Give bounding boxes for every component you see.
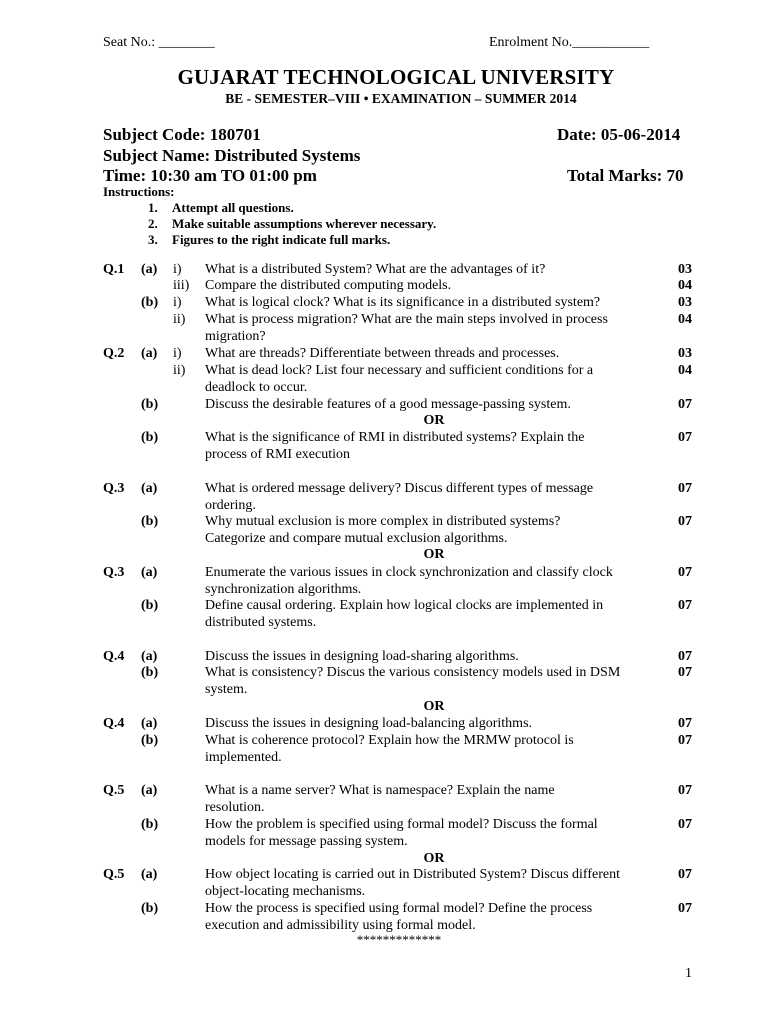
question-text: resolution. <box>205 799 265 815</box>
question-number: Q.4 <box>103 716 125 731</box>
subject-code: Subject Code: 180701 <box>103 125 261 144</box>
question-marks: 07 <box>678 817 692 832</box>
question-text: Enumerate the various issues in clock synchronization and classify clock <box>205 565 613 580</box>
question-text: What are threads? Differentiate between threads and processes. <box>205 346 560 361</box>
question-part: (a) <box>141 649 158 664</box>
question-part: (b) <box>141 397 159 412</box>
question-text: What is the significance of RMI in distributed systems? Explain the <box>205 430 585 445</box>
instruction-number: 1. <box>148 200 158 215</box>
question-text: Define causal ordering. Explain how logical clocks are implemented in <box>205 598 604 613</box>
question-text: models for message passing system. <box>205 833 408 849</box>
instruction-text: Attempt all questions. <box>172 200 294 215</box>
exam-time: Time: 10:30 am TO 01:00 pm <box>103 166 317 185</box>
question-text: migration? <box>205 328 266 344</box>
question-marks: 07 <box>678 649 692 664</box>
question-text: synchronization algorithms. <box>205 581 362 597</box>
question-text: process of RMI execution <box>205 446 351 462</box>
question-text: What is a distributed System? What are the advantages of it? <box>205 262 546 277</box>
question-subpart: i) <box>173 262 182 277</box>
question-number: Q.1 <box>103 262 125 277</box>
university-title: GUJARAT TECHNOLOGICAL UNIVERSITY <box>177 65 615 89</box>
question-subpart: iii) <box>173 278 190 293</box>
subject-name: Subject Name: Distributed Systems <box>103 146 361 165</box>
question-marks: 04 <box>678 312 692 327</box>
total-marks: Total Marks: 70 <box>567 166 684 185</box>
exam-title: BE - SEMESTER–VIII • EXAMINATION – SUMMER 2014 <box>225 91 577 106</box>
question-part: (b) <box>141 817 159 832</box>
question-number: Q.3 <box>103 565 125 580</box>
instruction-text: Make suitable assumptions wherever necessary. <box>172 216 437 231</box>
question-number: Q.3 <box>103 481 125 496</box>
instructions-heading: Instructions: <box>103 184 175 199</box>
question-text: How the problem is specified using formal model? Discuss the formal <box>205 817 598 832</box>
or-separator: OR <box>423 413 445 428</box>
question-part: (a) <box>141 716 158 731</box>
question-text: What is consistency? Discus the various consistency models used in DSM <box>205 665 621 680</box>
question-marks: 03 <box>678 346 692 361</box>
question-text: What is logical clock? What is its significance in a distributed system? <box>205 295 601 310</box>
question-text: What is a name server? What is namespace? Explain the name <box>205 783 555 798</box>
question-part: (b) <box>141 430 159 445</box>
question-marks: 07 <box>678 733 692 748</box>
question-text: How the process is specified using formal model? Define the process <box>205 901 593 916</box>
question-text: implemented. <box>205 749 282 765</box>
question-subpart: ii) <box>173 363 186 378</box>
question-text: Why mutual exclusion is more complex in distributed systems? <box>205 514 561 529</box>
question-text: Discuss the issues in designing load-balancing algorithms. <box>205 716 533 731</box>
or-separator: OR <box>423 851 445 866</box>
question-part: (a) <box>141 867 158 882</box>
page-number: 1 <box>685 966 692 981</box>
question-part: (a) <box>141 565 158 580</box>
question-text: execution and admissibility using formal model. <box>205 917 476 933</box>
question-marks: 07 <box>678 716 692 731</box>
question-text: distributed systems. <box>205 614 317 630</box>
question-text: object-locating mechanisms. <box>205 883 366 899</box>
question-part: (b) <box>141 901 159 916</box>
question-part: (a) <box>141 481 158 496</box>
or-separator: OR <box>423 699 445 714</box>
question-text: Categorize and compare mutual exclusion algorithms. <box>205 530 508 546</box>
question-text: How object locating is carried out in Distributed System? Discus different <box>205 867 620 882</box>
question-text: Compare the distributed computing models. <box>205 278 452 293</box>
question-marks: 03 <box>678 295 692 310</box>
question-part: (a) <box>141 346 158 361</box>
question-marks: 07 <box>678 514 692 529</box>
question-marks: 07 <box>678 665 692 680</box>
seat-no: Seat No.: ________ <box>103 35 215 50</box>
question-marks: 03 <box>678 262 692 277</box>
question-part: (b) <box>141 733 159 748</box>
instruction-number: 2. <box>148 216 158 231</box>
question-marks: 07 <box>678 565 692 580</box>
question-subpart: ii) <box>173 312 186 327</box>
question-text: Discuss the desirable features of a good message-passing system. <box>205 397 571 412</box>
question-text: ordering. <box>205 497 256 513</box>
question-marks: 07 <box>678 430 692 445</box>
question-marks: 07 <box>678 481 692 496</box>
question-number: Q.5 <box>103 867 125 882</box>
question-number: Q.4 <box>103 649 125 664</box>
question-text: What is dead lock? List four necessary and sufficient conditions for a <box>205 363 594 378</box>
instruction-number: 3. <box>148 232 158 247</box>
or-separator: OR <box>423 547 445 562</box>
question-number: Q.5 <box>103 783 125 798</box>
question-marks: 07 <box>678 867 692 882</box>
question-text: deadlock to occur. <box>205 379 308 395</box>
question-part: (b) <box>141 665 159 680</box>
question-subpart: i) <box>173 295 182 310</box>
enrolment-no: Enrolment No.___________ <box>489 35 650 50</box>
question-marks: 04 <box>678 363 692 378</box>
question-text: What is process migration? What are the main steps involved in process <box>205 312 608 327</box>
question-part: (b) <box>141 598 159 613</box>
question-text: What is ordered message delivery? Discus different types of message <box>205 481 594 496</box>
question-marks: 07 <box>678 783 692 798</box>
question-part: (b) <box>141 514 159 529</box>
exam-date: Date: 05-06-2014 <box>557 125 681 144</box>
question-text: Discuss the issues in designing load-sharing algorithms. <box>205 649 519 664</box>
question-marks: 04 <box>678 278 692 293</box>
question-text: system. <box>205 681 248 697</box>
question-part: (a) <box>141 783 158 798</box>
question-part: (b) <box>141 295 159 310</box>
instruction-text: Figures to the right indicate full marks. <box>172 232 391 247</box>
question-marks: 07 <box>678 901 692 916</box>
question-number: Q.2 <box>103 346 125 361</box>
question-text: What is coherence protocol? Explain how the MRMW protocol is <box>205 733 574 748</box>
question-part: (a) <box>141 262 158 277</box>
question-marks: 07 <box>678 598 692 613</box>
question-subpart: i) <box>173 346 182 361</box>
end-marker: ************* <box>356 932 442 947</box>
question-marks: 07 <box>678 397 692 412</box>
